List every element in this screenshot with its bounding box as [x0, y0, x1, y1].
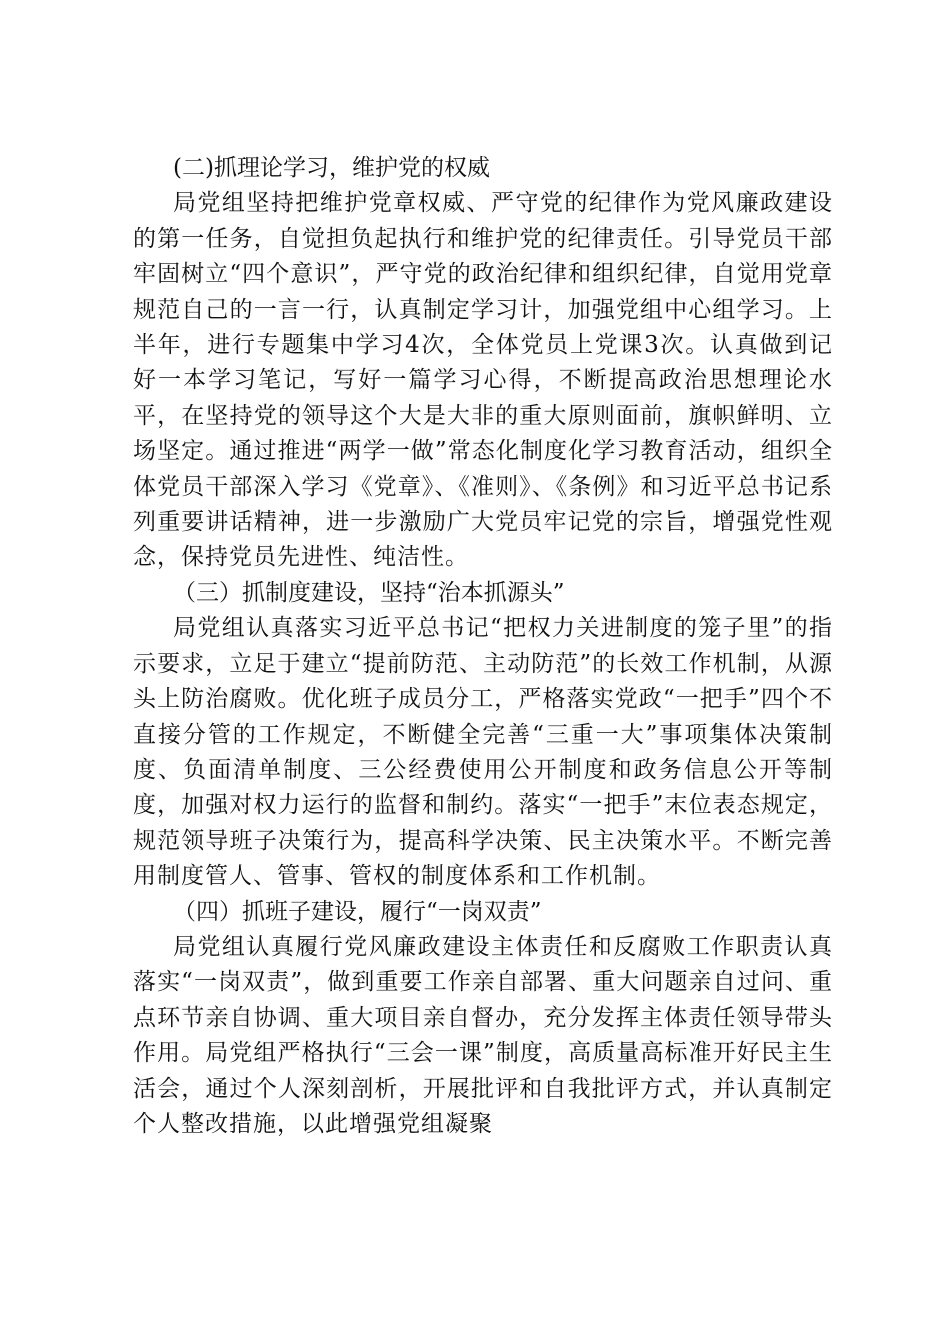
- section-heading-theory-study: (二)抓理论学习，维护党的权威: [173, 155, 490, 181]
- section-paragraph-theory-study: 局党组坚持把维护党章权威、严守党的纪律作为党风廉政建设的第一任务，自觉担负起执行和维护党的纪律责任。引导党员干部牢固树立“四个意识”，严守党的政治纪律和组织纪律，自觉用党章规范自己的一言一行，认真制定学习计，加强党组中心组学习。上半年，进行专题集中学习4次，全体党员上党课3次。认真做到记好一本学习笔记，写好一篇学习心得，不断提高政治思想理论水平，在坚持党的领导这个大是大非的重大原则面前，旗帜鲜明、立场坚定。通过推进“两学一做”常态化制度化学习教育活动，组织全体党员干部深入学习《党章》、《准则》、《条例》和习近平总书记系列重要讲话精神，进一步激励广大党员牢记党的宗旨，增强党性观念，保持党员先进性、纯洁性。: [133, 190, 833, 571]
- section-paragraph-team-building: 局党组认真履行党风廉政建设主体责任和反腐败工作职责认真落实“一岗双责”，做到重要工作亲自部署、重大问题亲自过问、重点环节亲自协调、重大项目亲自督办，充分发挥主体责任领导带头作用。局党组严格执行“三会一课”制度，高质量高标准开好民主生活会，通过个人深刻剖析，开展批评和自我批评方式，并认真制定个人整改措施，以此增强党组凝聚: [133, 933, 833, 1137]
- section-heading-system-building: （三）抓制度建设，坚持“治本抓源头”: [173, 579, 565, 606]
- section-heading-team-building: （四）抓班子建设，履行“一岗双责”: [173, 898, 542, 925]
- document-body: [133, 151, 833, 1142]
- section-paragraph-system-building: 局党组认真落实习近平总书记“把权力关进制度的笼子里”的指示要求，立足于建立“提前防范、主动防范”的长效工作机制，从源头上防治腐败。优化班子成员分工，严格落实党政“一把手”四个不直接分管的工作规定，不断健全完善“三重一大”事项集体决策制度、负面清单制度、三公经费使用公开制度和政务信息公开等制度，加强对权力运行的监督和制约。落实“一把手”末位表态规定，规范领导班子决策行为，提高科学决策、民主决策水平。不断完善用制度管人、管事、管权的制度体系和工作机制。: [133, 615, 833, 890]
